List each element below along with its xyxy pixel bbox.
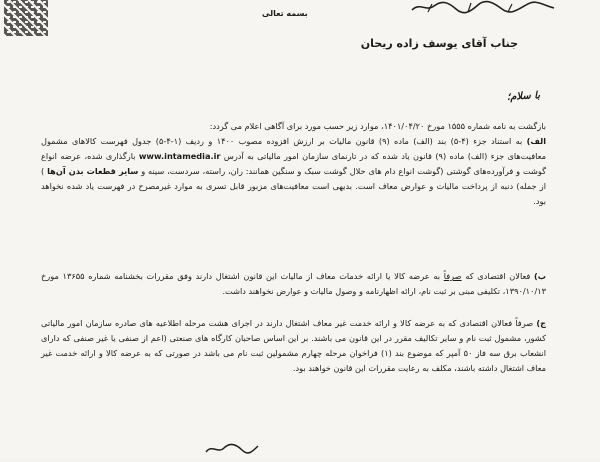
addressee: جناب آقای یوسف زاده ریحان xyxy=(360,37,518,50)
paragraph-a-note: بدیهی است معافیت‌های مزبور قابل تسری به موارد غیرمصرح در فهرست یاد شده نخواهد بود. xyxy=(41,181,546,206)
qr-code xyxy=(2,0,48,36)
paragraph-b-text-post: به عرضه کالا یا ارائه خدمات معاف از مالیات این قانون اشتغال دارند وفق مقررات بخشنامه شماره ۱۳۶۵۵ مورخ ۱۳۹۰/۱۰/۱۳، تکلیفی مبنی بر ثبت نام، ارائه اظهارنامه و وصول مالیات و عوارض نخواهند داشت. xyxy=(41,271,546,296)
greeting: با سلام؛ xyxy=(506,90,541,103)
organization-seal xyxy=(408,0,558,14)
paragraph-a-text-3: ) از جمله) دنبه از پرداخت مالیات و عوارض معاف است. xyxy=(41,166,546,191)
paragraph-b-text-pre: فعالان اقتصادی که xyxy=(465,271,531,281)
paragraph-a-text-1: به استناد جزء (۴-۵) بند (الف) ماده (۹) قانون مالیات بر ارزش افزوده مصوب ۱۴۰۰ و ردیف (۱-۴-۵) جدول فهرست کالاهای مشمول معافیت‌های جزء (الف) ماده (۹) قانون یاد شده که در تارنمای سازمان امور مالیاتی به آدرس xyxy=(41,136,546,161)
website-link[interactable]: www.intamedia.ir xyxy=(138,151,221,161)
paragraph-b xyxy=(41,269,546,299)
paragraph-b-label: ب) xyxy=(534,271,547,281)
basmala: بسمه تعالی xyxy=(262,9,308,18)
intro-paragraph: بازگشت به نامه شماره ۱۵۵۵ مورخ ۱۴۰۱/۰۴/۲۰، موارد زیر حسب مورد برای آگاهی اعلام می گردد: xyxy=(209,121,546,131)
paragraph-a-text-2: بارگذاری شده، عرضه انواع گوشت و فرآورده‌های گوشتی (گوشت انواع دام های حلال گوشت سبک و سنگین همانند: ران، راسته، سردست، سینه و xyxy=(41,151,546,176)
paragraph-c-label: ج) xyxy=(536,318,546,328)
paragraph-b-underlined: صرفاً xyxy=(443,271,462,281)
paragraph-c xyxy=(41,316,546,376)
paragraph-c-text: صرفاً فعالان اقتصادی که به عرضه کالا و ارائه خدمت غیر معاف اشتغال دارند در اجرای هشت مرحله اطلاعیه های صادره سازمان امور مالیاتی کشور، مشمول ثبت نام و سایر تکالیف مقرر در این قانون می باشند. بر این اساس صاحبان کارگاه های صنعتی (اعم از صنفی یا غیر صنفی که دارای انشعاب برق سه فاز ۵۰ آمپر که موضوع بند (۱) فراخوان مرحله چهارم مشمولین ثبت نام می باشد در صورتی که به عرضه کالا و ارائه خدمت غیر معاف اشتغال داشته باشند، مکلف به رعایت مقررات این قانون خواهند بود. xyxy=(41,318,546,373)
paragraph-a-emphasis: سایر قطعات بدن آن‌ها xyxy=(47,166,139,176)
paragraph-a xyxy=(41,134,546,268)
paragraph-a-label: الف) xyxy=(526,136,547,146)
signature-mark xyxy=(202,438,262,458)
